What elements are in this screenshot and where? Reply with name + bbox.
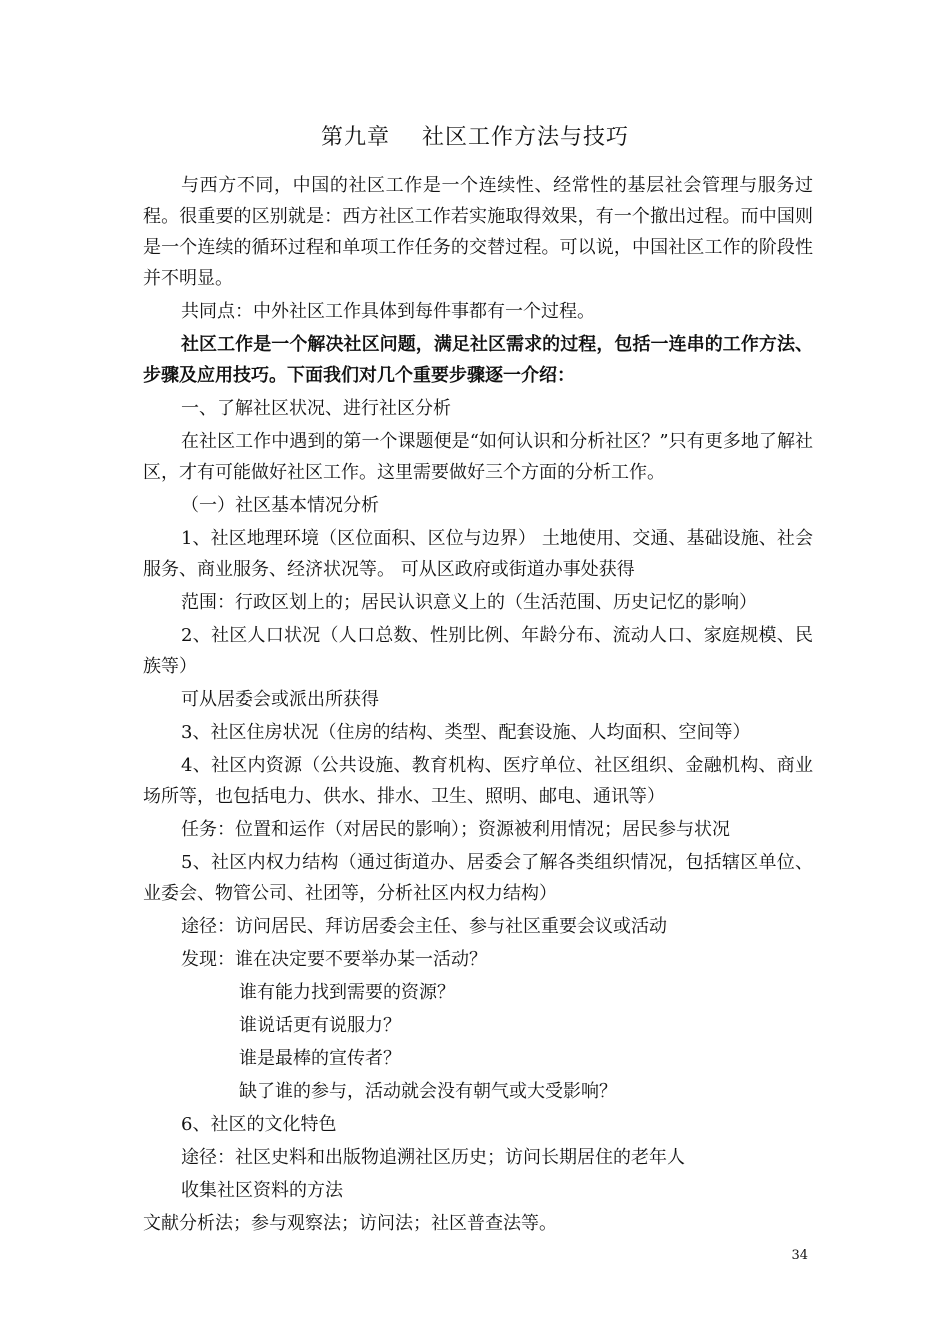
paragraph: 一、了解社区状况、进行社区分析 <box>181 398 451 419</box>
paragraph: 缺了谁的参与，活动就会没有朝气或大受影响？ <box>239 1081 617 1102</box>
paragraph: 3、社区住房状况（住房的结构、类型、配套设施、人均面积、空间等） <box>181 722 751 743</box>
paragraph: 2、社区人口状况（人口总数、性别比例、年龄分布、流动人口、家庭规模、民族等） <box>143 625 813 677</box>
paragraph: 谁有能力找到需要的资源？ <box>239 982 455 1003</box>
paragraph: 谁说话更有说服力？ <box>239 1015 401 1036</box>
paragraph: 社区工作是一个解决社区问题，满足社区需求的过程，包括一连串的工作方法、步骤及应用技巧。下面我们对几个重要步骤逐一介绍： <box>143 334 813 386</box>
paragraph: 收集社区资料的方法 <box>181 1180 343 1201</box>
paragraph: 4、社区内资源（公共设施、教育机构、医疗单位、社区组织、金融机构、商业场所等，也包括电力、供水、排水、卫生、照明、邮电、通讯等） <box>143 755 813 807</box>
page-number: 34 <box>791 1248 808 1263</box>
paragraph: 任务：位置和运作（对居民的影响）；资源被利用情况；居民参与状况 <box>181 819 730 840</box>
page-title: 第九章 社区工作方法与技巧 <box>321 125 629 150</box>
paragraph: 谁是最棒的宣传者？ <box>239 1048 401 1069</box>
paragraph: 发现：谁在决定要不要举办某一活动？ <box>181 949 487 970</box>
paragraph: 共同点：中外社区工作具体到每件事都有一个过程。 <box>181 301 595 322</box>
paragraph: 与西方不同，中国的社区工作是一个连续性、经常性的基层社会管理与服务过程。很重要的区别就是：西方社区工作若实施取得效果，有一个撤出过程。而中国则是一个连续的循环过程和单项工作任务的交替过程。可以说，中国社区工作的阶段性并不明显。 <box>143 175 813 289</box>
paragraph: 途径：社区史料和出版物追溯社区历史；访问长期居住的老年人 <box>181 1147 685 1168</box>
body-text <box>143 170 813 1241</box>
paragraph: 可从居委会或派出所获得 <box>181 689 379 710</box>
paragraph: 文献分析法；参与观察法；访问法；社区普查法等。 <box>143 1213 557 1234</box>
paragraph: （一）社区基本情况分析 <box>181 495 379 516</box>
paragraph: 5、社区内权力结构（通过街道办、居委会了解各类组织情况，包括辖区单位、业委会、物管公司、社团等，分析社区内权力结构） <box>143 852 813 904</box>
paragraph: 1、社区地理环境（区位面积、区位与边界） 土地使用、交通、基础设施、社会服务、商业服务、经济状况等。 可从区政府或街道办事处获得 <box>143 528 813 580</box>
paragraph: 6、社区的文化特色 <box>181 1114 337 1135</box>
paragraph: 范围：行政区划上的；居民认识意义上的（生活范围、历史记忆的影响） <box>181 592 757 613</box>
paragraph: 途径：访问居民、拜访居委会主任、参与社区重要会议或活动 <box>181 916 667 937</box>
paragraph: 在社区工作中遇到的第一个课题便是“如何认识和分析社区？”只有更多地了解社区，才有可能做好社区工作。这里需要做好三个方面的分析工作。 <box>143 431 813 483</box>
